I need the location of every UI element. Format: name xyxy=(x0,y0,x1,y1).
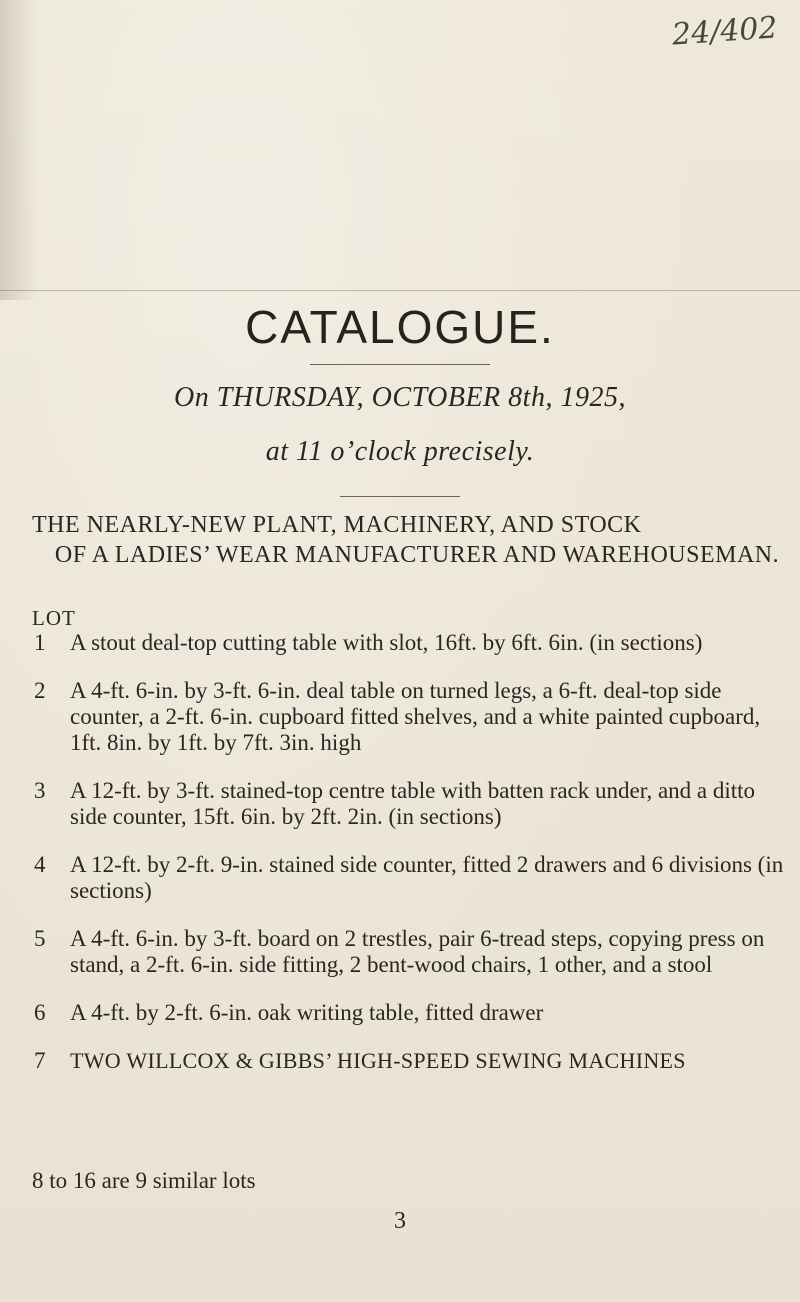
lot-number: 2 xyxy=(34,678,46,703)
lot-item xyxy=(32,1000,792,1026)
lot-description: TWO WILLCOX & GIBBS’ HIGH-SPEED SEWING MACHINES xyxy=(70,1048,686,1073)
lot-number: 3 xyxy=(34,778,46,803)
similar-lots-note: 8 to 16 are 9 similar lots xyxy=(32,1168,256,1193)
lot-item xyxy=(32,630,792,656)
lot-item xyxy=(32,678,792,756)
lot-description: A 4-ft. 6-in. by 3-ft. 6-in. deal table on turned legs, a 6-ft. deal-top side counter, a 2-ft. 6-in. cupboard fitted shelves, and a white painted cupboard, 1ft. 8in. by 1ft. by 7ft. 3in. high xyxy=(70,678,761,755)
lot-item xyxy=(32,852,792,904)
sale-heading-line1: THE NEARLY-NEW PLANT, MACHINERY, AND STOCK xyxy=(32,512,642,538)
lot-column-label: LOT xyxy=(32,606,76,630)
catalogue-title: CATALOGUE. xyxy=(245,301,555,353)
sale-time: at 11 o’clock precisely. xyxy=(265,436,535,467)
sale-heading-line2: OF A LADIES’ WEAR MANUFACTURER AND WAREHOUSEMAN. xyxy=(54,542,780,568)
title-rule xyxy=(310,364,490,365)
page-number: 3 xyxy=(394,1208,406,1234)
lot-description: A 4-ft. 6-in. by 3-ft. board on 2 trestles, pair 6-tread steps, copying press on stand, a 2-ft. 6-in. side fitting, 2 bent-wood chairs, 1 other, and a stool xyxy=(70,926,765,977)
top-rule xyxy=(0,290,800,291)
lot-number: 5 xyxy=(34,926,46,951)
lot-list xyxy=(32,630,792,1096)
lot-number: 6 xyxy=(34,1000,46,1025)
lot-description: A 12-ft. by 2-ft. 9-in. stained side counter, fitted 2 drawers and 6 divisions (in sections) xyxy=(70,852,784,903)
lot-item xyxy=(32,1048,792,1074)
lot-number: 4 xyxy=(34,852,46,877)
page-edge-shadow xyxy=(0,0,38,300)
sale-heading xyxy=(32,510,782,570)
lot-item xyxy=(32,778,792,830)
lot-number: 1 xyxy=(34,630,46,655)
section-rule xyxy=(340,496,460,497)
lot-description: A 4-ft. by 2-ft. 6-in. oak writing table, fitted drawer xyxy=(70,1000,544,1025)
lot-number: 7 xyxy=(34,1048,46,1073)
lot-description: A stout deal-top cutting table with slot, 16ft. by 6ft. 6in. (in sections) xyxy=(70,630,703,655)
sale-date: On THURSDAY, OCTOBER 8th, 1925, xyxy=(174,382,626,413)
lot-item xyxy=(32,926,792,978)
handwritten-reference: 24/402 xyxy=(671,10,780,53)
lot-description: A 12-ft. by 3-ft. stained-top centre table with batten rack under, and a ditto side counter, 15ft. 6in. by 2ft. 2in. (in sections) xyxy=(70,778,756,829)
